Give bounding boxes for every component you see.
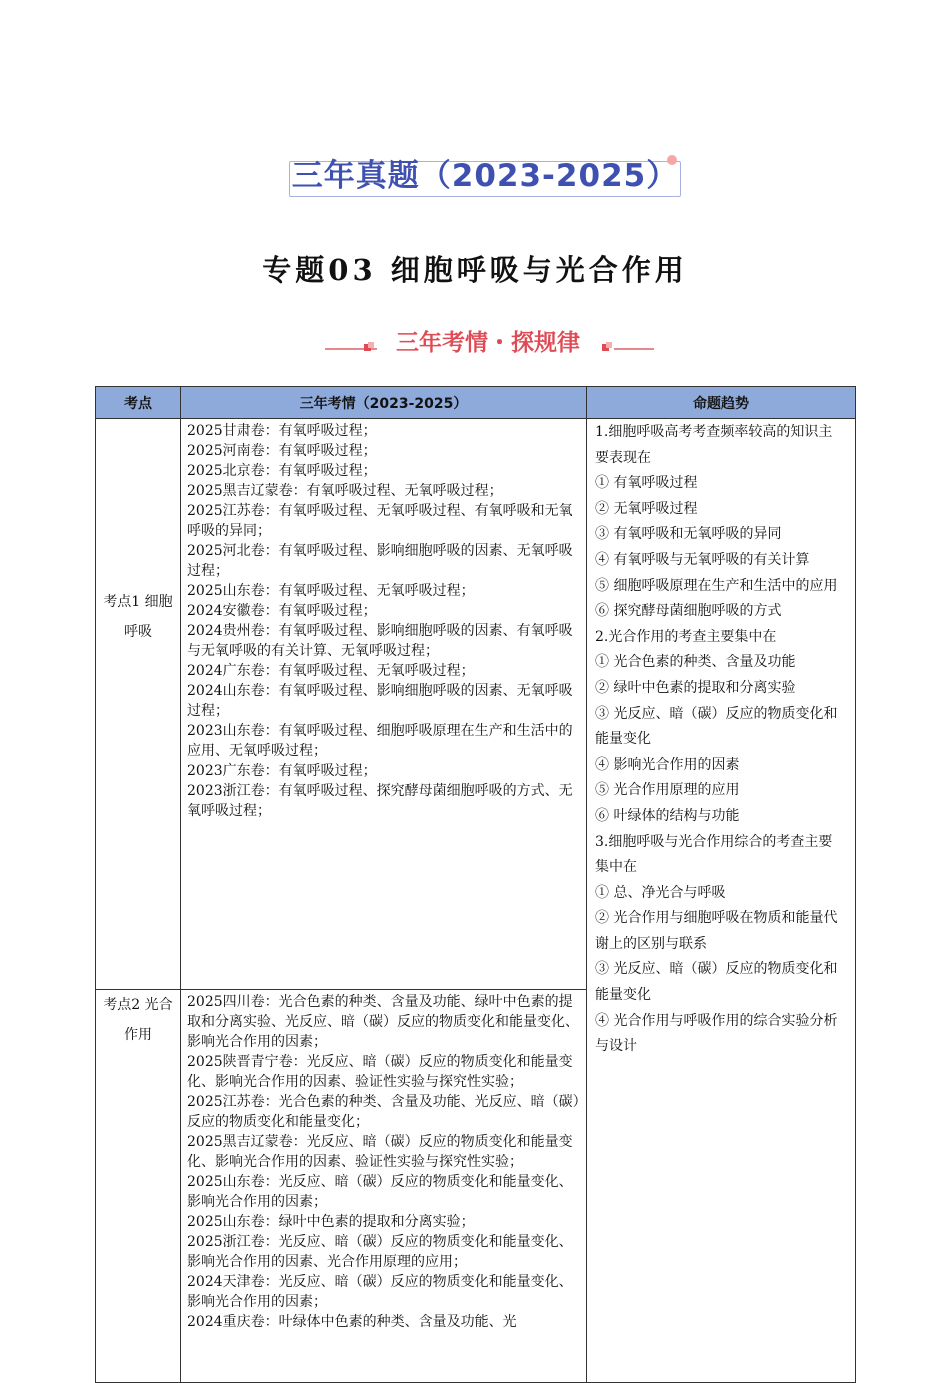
exam-history-cell: [181, 419, 587, 990]
list-item: 2023浙江卷：有氧呼吸过程、探究酵母菌细胞呼吸的方式、无氧呼吸过程；: [187, 783, 573, 819]
banner-text: 三年真题（2023-2025）: [291, 158, 679, 194]
list-item: 2025江苏卷：有氧呼吸过程、无氧呼吸过程、有氧呼吸和无氧呼吸的异同；: [187, 503, 573, 539]
list-item: 2025甘肃卷：有氧呼吸过程；: [187, 423, 377, 439]
list-item: 2025北京卷：有氧呼吸过程；: [187, 463, 377, 479]
list-item: ⑥ 叶绿体的结构与功能: [595, 807, 740, 824]
list-item: 1.细胞呼吸高考考查频率较高的知识主要表现在: [595, 424, 833, 466]
list-item: ④ 影响光合作用的因素: [595, 756, 740, 773]
trend-list: [595, 420, 843, 1060]
subtitle-text: 三年考情・探规律: [396, 330, 580, 356]
list-item: ③ 光反应、暗（碳）反应的物质变化和能量变化: [595, 705, 838, 748]
list-item: 3.细胞呼吸与光合作用综合的考查主要集中在: [595, 833, 833, 876]
banner: [289, 155, 681, 198]
list-item: ① 有氧呼吸过程: [595, 475, 698, 492]
exam-history-list: [187, 992, 580, 1380]
list-item: 2025浙江卷：光反应、暗（碳）反应的物质变化和能量变化、影响光合作用的因素、光合作用原理的应用；: [187, 1234, 573, 1270]
list-item: ⑤ 细胞呼吸原理在生产和生活中的应用: [595, 577, 838, 594]
exam-point-cell: 考点1 细胞呼吸: [96, 419, 181, 990]
list-item: 2025山东卷：绿叶中色素的提取和分离实验；: [187, 1214, 475, 1230]
list-item: 2024重庆卷：叶绿体中色素的种类、含量及功能、光: [187, 1314, 517, 1330]
table-header-row: [96, 387, 856, 419]
exam-history-list: [187, 421, 580, 821]
list-item: 2024天津卷：光反应、暗（碳）反应的物质变化和能量变化、影响光合作用的因素；: [187, 1274, 573, 1310]
list-item: 2025黑吉辽蒙卷：有氧呼吸过程、无氧呼吸过程；: [187, 483, 503, 499]
exam-analysis-table: [95, 386, 856, 1383]
list-item: ① 总、净光合与呼吸: [595, 884, 726, 901]
list-item: ② 绿叶中色素的提取和分离实验: [595, 679, 796, 696]
subtitle-right-line: [614, 348, 654, 350]
list-item: 2025江苏卷：光合色素的种类、含量及功能、光反应、暗（碳）反应的物质变化和能量变化；: [187, 1094, 580, 1130]
list-item: ④ 光合作用与呼吸作用的综合实验分析与设计: [595, 1012, 838, 1055]
list-item: 2025河北卷：有氧呼吸过程、影响细胞呼吸的因素、无氧呼吸过程；: [187, 543, 573, 579]
list-item: ② 光合作用与细胞呼吸在物质和能量代谢上的区别与联系: [595, 910, 838, 952]
header-exam-point: 考点: [96, 387, 181, 419]
section-subtitle: [320, 325, 656, 365]
trend-cell: [587, 419, 856, 1383]
list-item: 2024山东卷：有氧呼吸过程、影响细胞呼吸的因素、无氧呼吸过程；: [187, 683, 573, 719]
list-item: 2025山东卷：光反应、暗（碳）反应的物质变化和能量变化、影响光合作用的因素；: [187, 1174, 573, 1210]
exam-history-cell: [181, 990, 587, 1383]
list-item: ③ 有氧呼吸和无氧呼吸的异同: [595, 526, 782, 543]
list-item: ⑤ 光合作用原理的应用: [595, 782, 740, 799]
list-item: 2025四川卷：光合色素的种类、含量及功能、绿叶中色素的提取和分离实验、光反应、暗（碳）反应的物质变化和能量变化、影响光合作用的因素；: [187, 994, 579, 1050]
list-item: 2024贵州卷：有氧呼吸过程、影响细胞呼吸的因素、有氧呼吸与无氧呼吸的有关计算、无氧呼吸过程；: [187, 623, 573, 659]
list-item: 2025陕晋青宁卷：光反应、暗（碳）反应的物质变化和能量变化、影响光合作用的因素、验证性实验与探究性实验；: [187, 1054, 573, 1090]
subtitle-right-squares-icon: [602, 342, 612, 352]
list-item: 2023山东卷：有氧呼吸过程、细胞呼吸原理在生产和生活中的应用、无氧呼吸过程；: [187, 723, 573, 759]
list-item: 2025河南卷：有氧呼吸过程；: [187, 443, 377, 459]
list-item: ① 光合色素的种类、含量及功能: [595, 654, 796, 671]
list-item: ② 无氧呼吸过程: [595, 500, 698, 517]
header-exam-history: 三年考情（2023-2025）: [181, 387, 587, 419]
list-item: 2.光合作用的考查主要集中在: [595, 628, 777, 645]
list-item: ⑥ 探究酵母菌细胞呼吸的方式: [595, 603, 782, 620]
list-item: ③ 光反应、暗（碳）反应的物质变化和能量变化: [595, 961, 838, 1004]
header-trend: 命题趋势: [587, 387, 856, 419]
table-row: [96, 419, 856, 990]
list-item: 2024广东卷：有氧呼吸过程、无氧呼吸过程；: [187, 663, 475, 679]
list-item: 2024安徽卷：有氧呼吸过程；: [187, 603, 377, 619]
list-item: ④ 有氧呼吸与无氧呼吸的有关计算: [595, 551, 810, 568]
page-title: 专题03 细胞呼吸与光合作用: [262, 253, 688, 287]
list-item: 2023广东卷：有氧呼吸过程；: [187, 763, 377, 779]
list-item: 2025黑吉辽蒙卷：光反应、暗（碳）反应的物质变化和能量变化、影响光合作用的因素、验证性实验与探究性实验；: [187, 1134, 573, 1170]
list-item: 2025山东卷：有氧呼吸过程、无氧呼吸过程；: [187, 583, 475, 599]
exam-point-cell: 考点2 光合作用: [96, 990, 181, 1383]
